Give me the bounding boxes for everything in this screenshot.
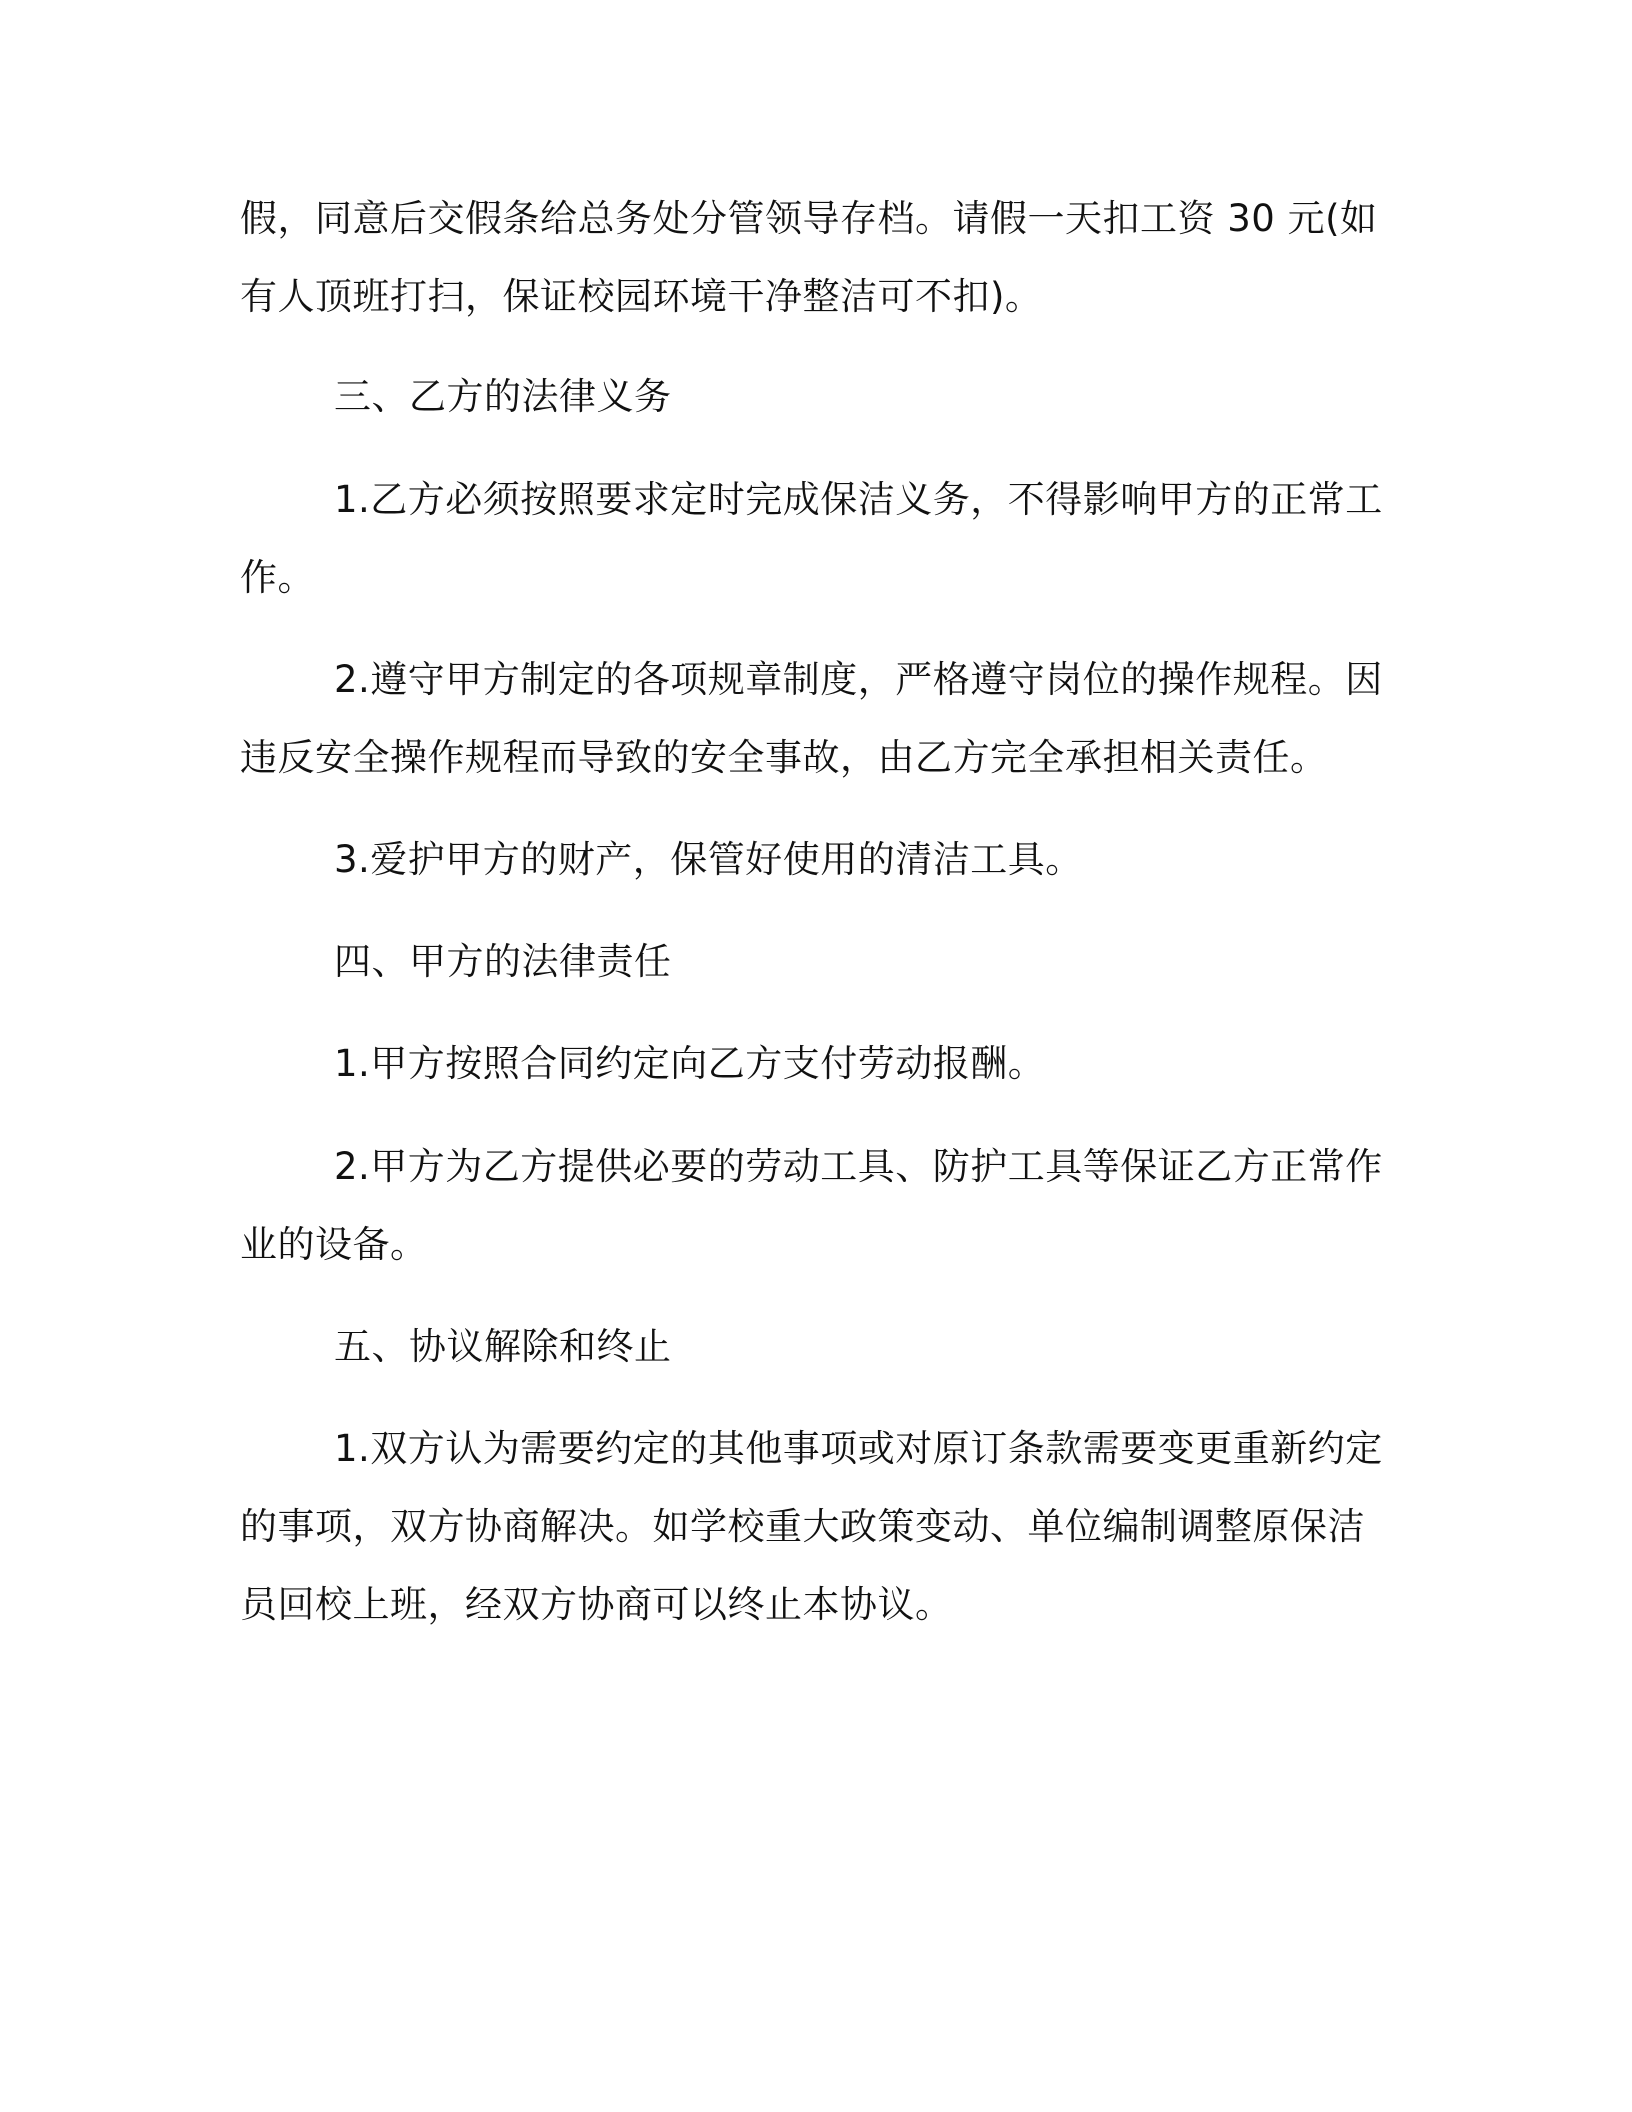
paragraph-line: 1.双方认为需要约定的其他事项或对原订条款需要变更重新约定 (334, 1427, 1383, 1470)
paragraph-line: 业的设备。 (240, 1223, 428, 1266)
paragraph-line: 的事项，双方协商解决。如学校重大政策变动、单位编制调整原保洁 (240, 1505, 1365, 1548)
paragraph-line: 2.遵守甲方制定的各项规章制度，严格遵守岗位的操作规程。因 (334, 658, 1383, 701)
section-heading: 三、乙方的法律义务 (334, 375, 672, 418)
paragraph-line: 1.甲方按照合同约定向乙方支付劳动报酬。 (334, 1042, 1046, 1085)
paragraph-line: 假，同意后交假条给总务处分管领导存档。请假一天扣工资 30 元(如 (240, 197, 1378, 240)
paragraph-line: 有人顶班打扫，保证校园环境干净整洁可不扣)。 (240, 275, 1043, 318)
paragraph-line: 2.甲方为乙方提供必要的劳动工具、防护工具等保证乙方正常作 (334, 1145, 1383, 1188)
paragraph-line: 3.爱护甲方的财产，保管好使用的清洁工具。 (334, 838, 1083, 881)
section-heading: 四、甲方的法律责任 (334, 940, 672, 983)
paragraph-line: 违反安全操作规程而导致的安全事故，由乙方完全承担相关责任。 (240, 736, 1328, 779)
paragraph-line: 员回校上班，经双方协商可以终止本协议。 (240, 1583, 953, 1626)
section-heading: 五、协议解除和终止 (334, 1325, 672, 1368)
paragraph-line: 1.乙方必须按照要求定时完成保洁义务，不得影响甲方的正常工 (334, 478, 1383, 521)
paragraph-line: 作。 (240, 556, 315, 599)
